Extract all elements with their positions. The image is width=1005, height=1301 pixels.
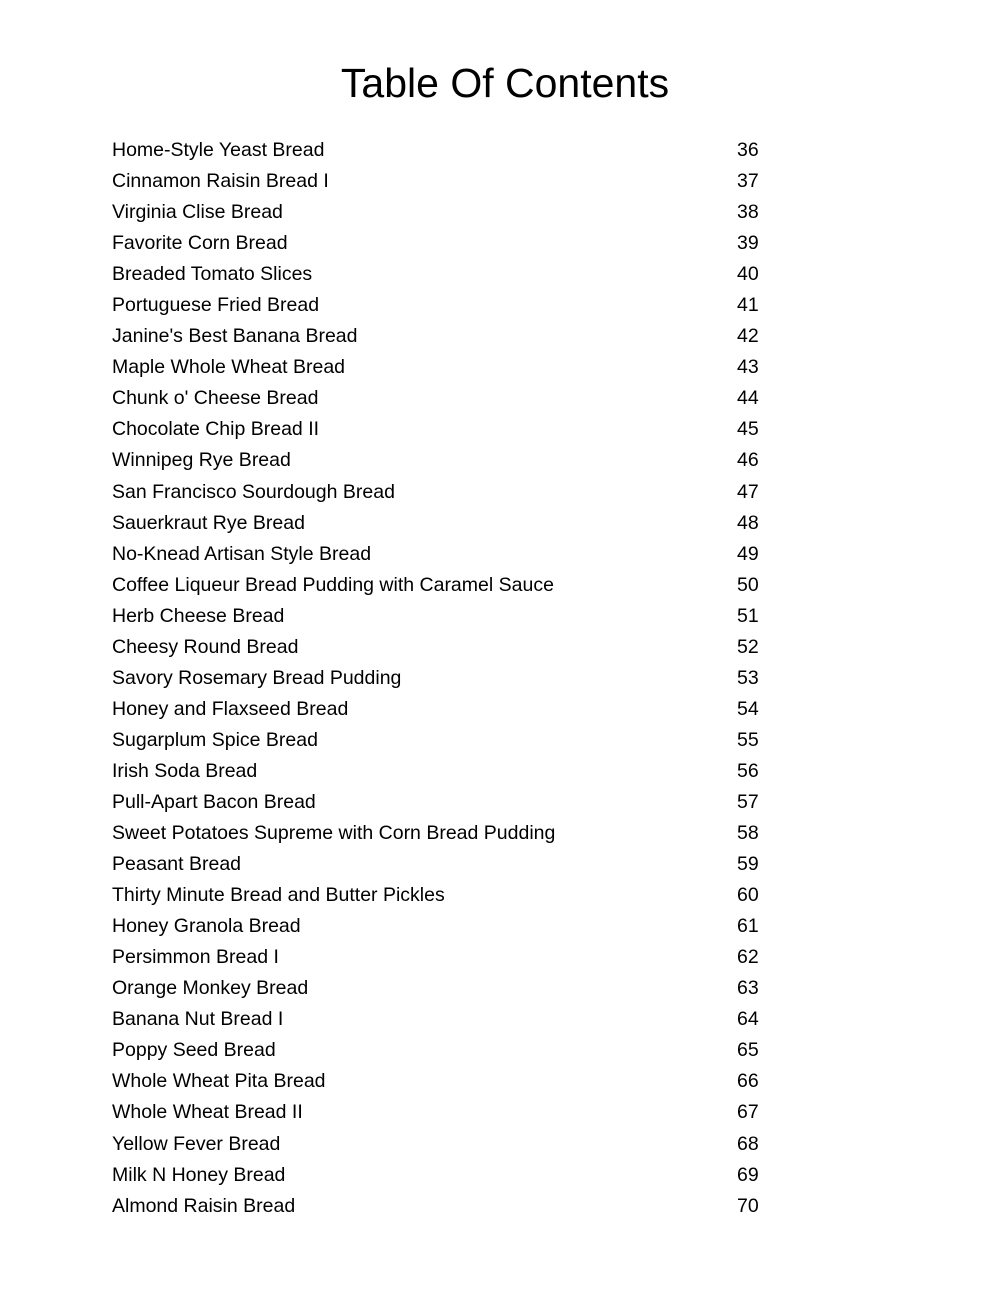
table-of-contents xyxy=(112,137,772,1224)
toc-entry[interactable] xyxy=(112,168,772,199)
toc-entry-title: Coffee Liqueur Bread Pudding with Caramel Sauce xyxy=(112,573,554,596)
toc-entry-page: 67 xyxy=(737,1101,759,1124)
toc-entry[interactable] xyxy=(112,851,772,882)
toc-entry[interactable] xyxy=(112,261,772,292)
toc-entry-title: Cinnamon Raisin Bread I xyxy=(112,170,329,193)
toc-entry[interactable] xyxy=(112,510,772,541)
toc-entry-page: 66 xyxy=(737,1070,759,1093)
toc-entry-title: Almond Raisin Bread xyxy=(112,1194,296,1217)
toc-entry-title: Banana Nut Bread I xyxy=(112,1008,284,1031)
toc-entry-title: Peasant Bread xyxy=(112,853,242,876)
toc-entry-title: Sugarplum Spice Bread xyxy=(112,728,318,751)
toc-entry-page: 65 xyxy=(737,1039,759,1062)
toc-entry-page: 64 xyxy=(737,1008,759,1031)
toc-entry[interactable] xyxy=(112,137,772,168)
toc-entry-page: 36 xyxy=(737,139,759,161)
toc-entry-title: Milk N Honey Bread xyxy=(112,1163,286,1186)
toc-entry[interactable] xyxy=(112,572,772,603)
toc-entry[interactable] xyxy=(112,323,772,354)
toc-entry-title: Persimmon Bread I xyxy=(112,946,279,969)
toc-entry[interactable] xyxy=(112,1068,772,1099)
toc-entry[interactable] xyxy=(112,727,772,758)
toc-entry-title: Cheesy Round Bread xyxy=(112,635,299,658)
toc-entry[interactable] xyxy=(112,603,772,634)
toc-entry-page: 57 xyxy=(737,790,759,813)
toc-entry-page: 70 xyxy=(737,1194,759,1217)
toc-entry-title: Chocolate Chip Bread II xyxy=(112,418,320,441)
toc-entry-title: Sweet Potatoes Supreme with Corn Bread Pudding xyxy=(112,822,556,845)
toc-entry[interactable] xyxy=(112,1193,772,1224)
toc-entry-title: Portuguese Fried Bread xyxy=(112,294,320,317)
toc-entry-page: 56 xyxy=(737,759,759,782)
toc-entry-page: 52 xyxy=(737,635,759,658)
toc-entry-title: Janine's Best Banana Bread xyxy=(112,325,358,348)
toc-entry[interactable] xyxy=(112,479,772,510)
toc-entry-title: Sauerkraut Rye Bread xyxy=(112,511,305,534)
toc-entry-page: 62 xyxy=(737,946,759,969)
toc-entry-title: San Francisco Sourdough Bread xyxy=(112,480,395,503)
toc-entry-title: Herb Cheese Bread xyxy=(112,604,285,627)
toc-entry-page: 53 xyxy=(737,666,759,689)
toc-entry-page: 60 xyxy=(737,884,759,907)
toc-entry-page: 46 xyxy=(737,449,759,472)
toc-entry-title: Orange Monkey Bread xyxy=(112,977,309,1000)
toc-entry-title: Irish Soda Bread xyxy=(112,759,258,782)
toc-entry[interactable] xyxy=(112,1037,772,1068)
toc-entry-page: 69 xyxy=(737,1163,759,1186)
toc-entry-title: Maple Whole Wheat Bread xyxy=(112,356,346,379)
toc-entry-page: 59 xyxy=(737,853,759,876)
toc-entry[interactable] xyxy=(112,913,772,944)
toc-entry-page: 39 xyxy=(737,232,759,255)
toc-entry[interactable] xyxy=(112,541,772,572)
toc-entry[interactable] xyxy=(112,820,772,851)
toc-entry-title: Winnipeg Rye Bread xyxy=(112,449,291,472)
toc-entry-page: 48 xyxy=(737,511,759,534)
toc-entry-title: Savory Rosemary Bread Pudding xyxy=(112,666,402,689)
toc-entry-page: 45 xyxy=(737,418,759,441)
toc-entry-title: No-Knead Artisan Style Bread xyxy=(112,542,372,565)
toc-entry-page: 51 xyxy=(737,604,759,627)
toc-entry[interactable] xyxy=(112,199,772,230)
toc-entry-page: 63 xyxy=(737,977,759,1000)
toc-entry-title: Thirty Minute Bread and Butter Pickles xyxy=(112,884,445,907)
toc-entry-title: Honey and Flaxseed Bread xyxy=(112,697,349,720)
toc-entry[interactable] xyxy=(112,665,772,696)
toc-entry[interactable] xyxy=(112,696,772,727)
toc-entry-title: Pull-Apart Bacon Bread xyxy=(112,790,316,813)
toc-entry-title: Yellow Fever Bread xyxy=(112,1132,281,1155)
toc-entry[interactable] xyxy=(112,944,772,975)
toc-entry-page: 42 xyxy=(737,325,759,348)
toc-entry[interactable] xyxy=(112,1006,772,1037)
toc-entry[interactable] xyxy=(112,882,772,913)
toc-entry-title: Favorite Corn Bread xyxy=(112,232,288,255)
toc-entry-page: 44 xyxy=(737,387,759,410)
toc-entry-title: Poppy Seed Bread xyxy=(112,1039,276,1062)
toc-entry[interactable] xyxy=(112,1099,772,1130)
toc-entry-page: 55 xyxy=(737,728,759,751)
toc-entry[interactable] xyxy=(112,758,772,789)
toc-entry-title: Virginia Clise Bread xyxy=(112,201,283,224)
toc-entry[interactable] xyxy=(112,1162,772,1193)
toc-entry[interactable] xyxy=(112,292,772,323)
toc-entry-page: 41 xyxy=(737,294,759,317)
toc-entry[interactable] xyxy=(112,789,772,820)
toc-entry-title: Breaded Tomato Slices xyxy=(112,263,313,286)
toc-entry-page: 54 xyxy=(737,697,759,720)
toc-entry-title: Whole Wheat Pita Bread xyxy=(112,1070,326,1093)
toc-entry[interactable] xyxy=(112,634,772,665)
toc-entry-page: 38 xyxy=(737,201,759,224)
toc-entry-page: 47 xyxy=(737,480,759,503)
toc-entry[interactable] xyxy=(112,447,772,478)
toc-entry-page: 49 xyxy=(737,542,759,565)
toc-entry-page: 50 xyxy=(737,573,759,596)
toc-entry[interactable] xyxy=(112,230,772,261)
toc-entry-page: 61 xyxy=(737,915,759,938)
toc-entry[interactable] xyxy=(112,354,772,385)
toc-entry-page: 58 xyxy=(737,822,759,845)
page-title: Table Of Contents xyxy=(340,60,670,106)
toc-entry-title: Whole Wheat Bread II xyxy=(112,1101,303,1124)
toc-entry-title: Home-Style Yeast Bread xyxy=(112,139,325,161)
toc-entry[interactable] xyxy=(112,416,772,447)
toc-entry-title: Honey Granola Bread xyxy=(112,915,301,938)
toc-entry[interactable] xyxy=(112,1131,772,1162)
toc-entry[interactable] xyxy=(112,385,772,416)
toc-entry-page: 43 xyxy=(737,356,759,379)
toc-entry-page: 68 xyxy=(737,1132,759,1155)
toc-entry-page: 40 xyxy=(737,263,759,286)
toc-entry-page: 37 xyxy=(737,170,759,193)
toc-entry-title: Chunk o' Cheese Bread xyxy=(112,387,319,410)
toc-entry[interactable] xyxy=(112,975,772,1006)
